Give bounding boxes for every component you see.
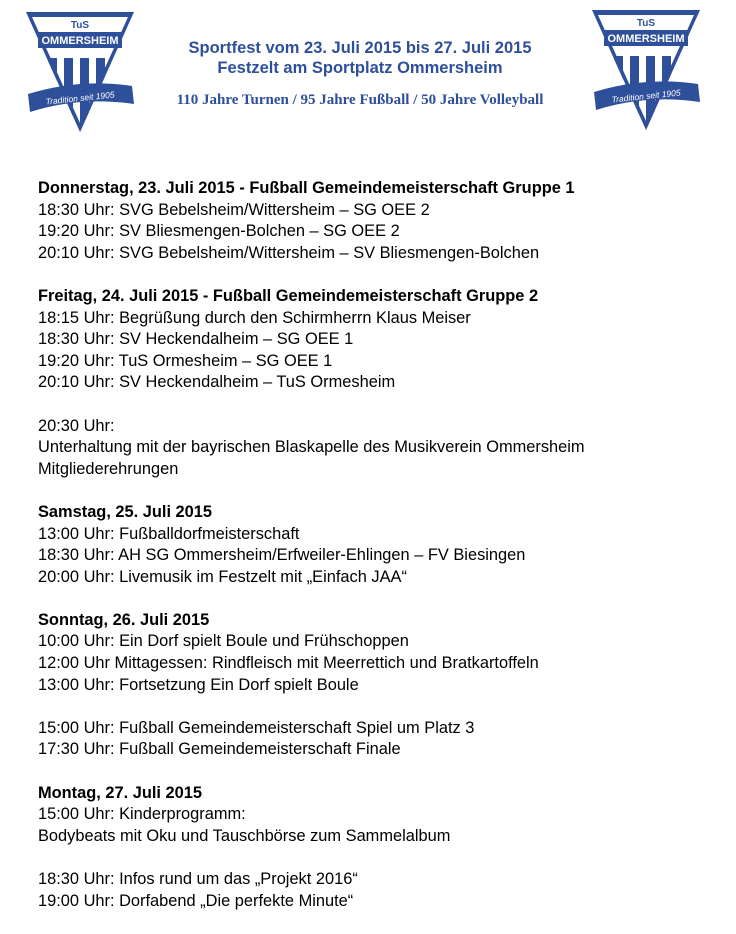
schedule-line: 10:00 Uhr: Ein Dorf spielt Boule und Frühschoppen [38, 632, 409, 651]
schedule-line: 18:15 Uhr: Begrüßung durch den Schirmherrn Klaus Meiser [38, 308, 471, 327]
schedule-line: 19:20 Uhr: TuS Ormesheim – SG OEE 1 [38, 351, 333, 370]
day-saturday [38, 502, 728, 588]
schedule-line: 18:30 Uhr: SV Heckendalheim – SG OEE 1 [38, 330, 354, 349]
logo-ribbon: Tradition seit 1905 [45, 89, 115, 107]
tus-ommersheim-logo-right [588, 6, 704, 134]
schedule-line: 15:00 Uhr: Fußball Gemeindemeisterschaft Spiel um Platz 3 [38, 718, 475, 737]
header-title-line1: Sportfest vom 23. Juli 2015 bis 27. Juli 2015 [188, 39, 532, 57]
schedule-line: 18:30 Uhr: SVG Bebelsheim/Wittersheim – SG OEE 2 [38, 200, 430, 219]
day-friday [38, 286, 728, 480]
day-title: Sonntag, 26. Juli 2015 [38, 610, 210, 629]
schedule-line: 13:00 Uhr: Fußballdorfmeisterschaft [38, 524, 300, 543]
logo-ribbon: Tradition seit 1905 [611, 87, 681, 105]
logo-top-text: TuS [70, 20, 90, 31]
schedule-line: 13:00 Uhr: Fortsetzung Ein Dorf spielt Boule [38, 675, 359, 694]
schedule-line: 20:30 Uhr: [38, 416, 115, 435]
day-sunday [38, 610, 728, 761]
schedule-line: Bodybeats mit Oku und Tauschbörse zum Sammelalbum [38, 826, 451, 845]
schedule-line: 20:10 Uhr: SV Heckendalheim – TuS Ormesheim [38, 373, 396, 392]
schedule-line: Unterhaltung mit der bayrischen Blaskapelle des Musikverein Ommersheim [38, 438, 585, 457]
schedule-line: 20:00 Uhr: Livemusik im Festzelt mit „Einfach JAA“ [38, 567, 407, 586]
logo-name: OMMERSHEIM [607, 33, 685, 45]
header-subtitle: 110 Jahre Turnen / 95 Jahre Fußball / 50 Jahre Volleyball [176, 92, 544, 108]
schedule-line: 12:00 Uhr Mittagessen: Rindfleisch mit Meerrettich und Bratkartoffeln [38, 654, 539, 673]
schedule-line: 18:30 Uhr: Infos rund um das „Projekt 2016“ [38, 870, 358, 888]
schedule-line: 20:10 Uhr: SVG Bebelsheim/Wittersheim – SV Bliesmengen-Bolchen [38, 243, 540, 262]
logo-name: OMMERSHEIM [41, 35, 119, 47]
schedule-line: Mitgliederehrungen [38, 459, 179, 478]
day-thursday [38, 178, 728, 264]
schedule-line: 19:00 Uhr: Dorfabend „Die perfekte Minute“ [38, 891, 354, 910]
schedule-line: 17:30 Uhr: Fußball Gemeindemeisterschaft Finale [38, 740, 401, 759]
schedule-line: 19:20 Uhr: SV Bliesmengen-Bolchen – SG OEE 2 [38, 222, 400, 241]
day-title: Samstag, 25. Juli 2015 [38, 502, 213, 521]
schedule [38, 178, 728, 934]
day-title: Montag, 27. Juli 2015 [38, 783, 202, 802]
header-title-line2: Festzelt am Sportplatz Ommersheim [217, 59, 503, 77]
day-monday [38, 783, 728, 913]
day-title: Freitag, 24. Juli 2015 - Fußball Gemeindemeisterschaft Gruppe 2 [38, 286, 539, 305]
logo-top-text: TuS [636, 18, 656, 29]
schedule-line: 18:30 Uhr: AH SG Ommersheim/Erfweiler-Ehlingen – FV Biesingen [38, 546, 526, 565]
document-header [130, 38, 590, 109]
day-title: Donnerstag, 23. Juli 2015 - Fußball Gemeindemeisterschaft Gruppe 1 [38, 179, 575, 197]
schedule-line: 15:00 Uhr: Kinderprogramm: [38, 805, 246, 824]
tus-ommersheim-logo-left [22, 8, 138, 136]
